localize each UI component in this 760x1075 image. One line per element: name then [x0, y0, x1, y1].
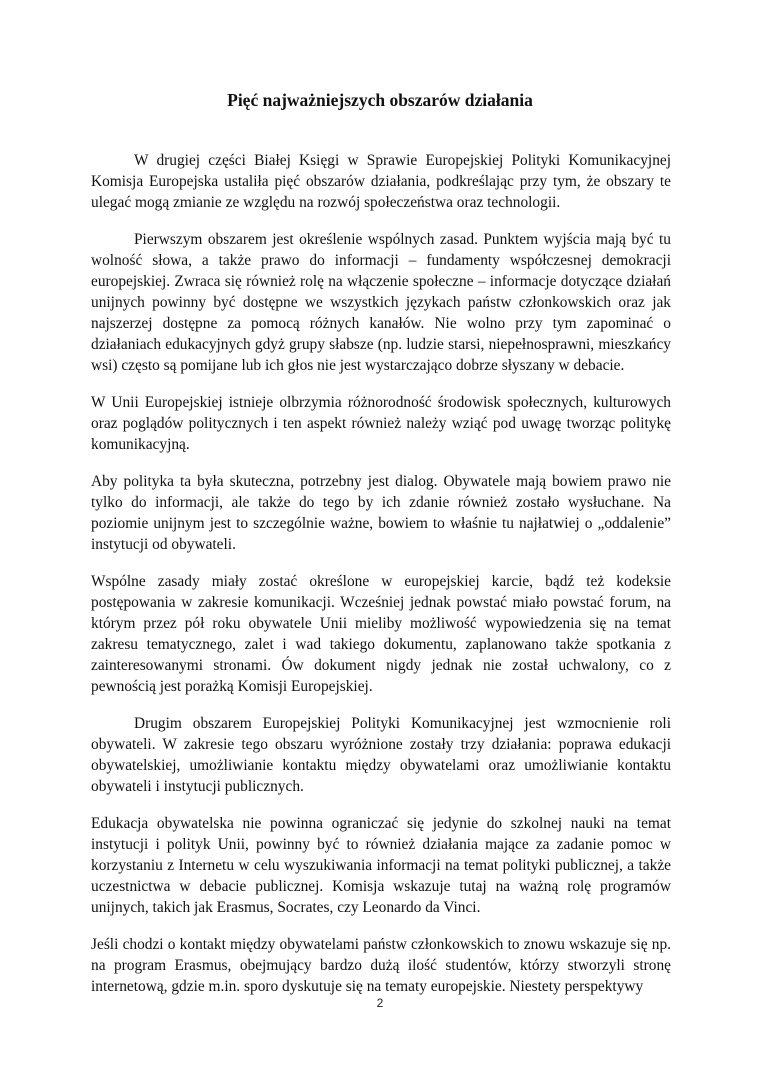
paragraph-charter: Wspólne zasady miały zostać określone w europejskiej karcie, bądź też kodeksie postępowania w zakresie komunikacji. Wcześniej jednak powstać miało powstać forum, na którym przez pół roku obywatele Unii mieliby możliwość wypowiedzenia się na temat zakresu tematycznego, zalet i wad takiego dokumentu, zaplanowano także spotkania z zainteresowanymi stronami. Ów dokument nigdy jednak nie został uchwalony, co z pewnością jest porażką Komisji Europejskiej. [91, 572, 671, 696]
document-body [91, 150, 671, 1012]
paragraph-first-area: Pierwszym obszarem jest określenie wspólnych zasad. Punktem wyjścia mają być tu wolność słowa, a także prawo do informacji – fundamenty współczesnej demokracji europejskiej. Zwraca się również rolę na włączenie społeczne – informacje dotyczące działań unijnych powinny być dostępne we wszystkich językach państw członkowskich oraz jak najszerzej dostępne za pomocą różnych kanałów. Nie wolno przy tym zapominać o działaniach edukacyjnych gdyż grupy słabsze (np. ludzie starsi, niepełnosprawni, mieszkańcy wsi) często są pomijane lub ich głos nie jest wystarczająco dobrze słyszany w debacie. [91, 230, 671, 375]
paragraph-second-area: Drugim obszarem Europejskiej Polityki Komunikacyjnej jest wzmocnienie roli obywateli. W zakresie tego obszaru wyróżnione zostały trzy działania: poprawa edukacji obywatelskiej, umożliwianie kontaktu między obywatelami oraz umożliwianie kontaktu obywateli i instytucji publicznych. [91, 714, 671, 795]
paragraph-dialogue: Aby polityka ta była skuteczna, potrzebny jest dialog. Obywatele mają bowiem prawo nie tylko do informacji, ale także do tego by ich zdanie również zostało wysłuchane. Na poziomie unijnym jest to szczególnie ważne, bowiem to właśnie tu najłatwiej o „oddalenie” instytucji od obywateli. [91, 472, 671, 553]
page-title: Pięć najważniejszych obszarów działania [227, 90, 533, 110]
paragraph-citizen-contact: Jeśli chodzi o kontakt między obywatelami państw członkowskich to znowu wskazuje się np. na program Erasmus, obejmujący bardzo dużą ilość studentów, którzy stworzyli stronę internetową, gdzie m.in. sporo dyskutuje się na tematy europejskie. Niestety perspektywy [91, 935, 671, 995]
paragraph-civic-education: Edukacja obywatelska nie powinna ograniczać się jedynie do szkolnej nauki na temat instytucji i polityk Unii, powinny być to również działania mające za zadanie pomoc w korzystaniu z Internetu w celu wyszukiwania informacji na temat polityki publicznej, a także uczestnictwa w debacie publicznej. Komisja wskazuje tutaj na ważną rolę programów unijnych, takich jak Erasmus, Socrates, czy Leonardo da Vinci. [91, 814, 671, 916]
paragraph-diversity: W Unii Europejskiej istnieje olbrzymia różnorodność środowisk społecznych, kulturowych oraz poglądów politycznych i ten aspekt również należy wziąć pod uwagę tworząc politykę komunikacyjną. [91, 393, 671, 454]
paragraph-intro: W drugiej części Białej Księgi w Sprawie Europejskiej Polityki Komunikacyjnej Komisja Europejska ustaliła pięć obszarów działania, podkreślając przy tym, że obszary te ulegać mogą zmianie ze względu na rozwój społeczeństwa oraz technologii. [91, 152, 671, 212]
page-number: 2 [376, 996, 384, 1010]
